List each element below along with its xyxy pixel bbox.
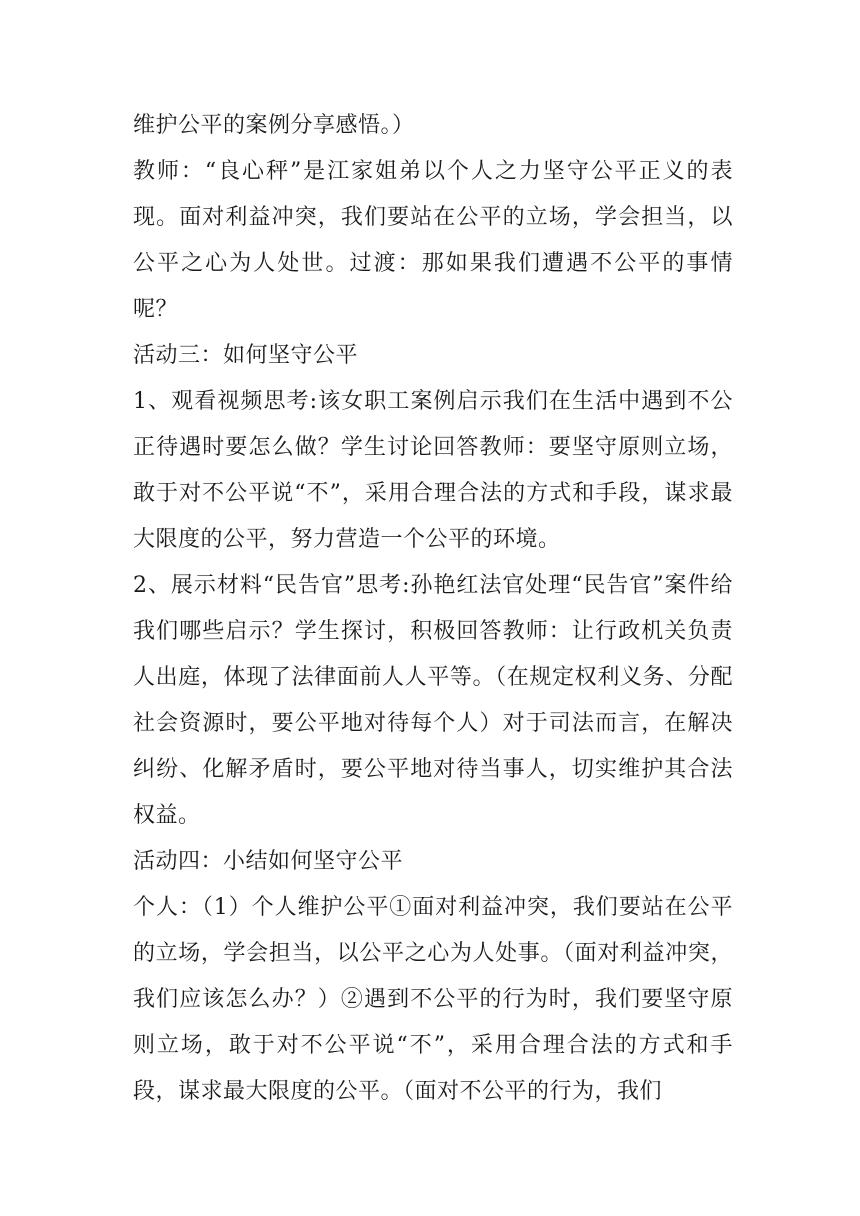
heading-activity-three: 活动三：如何坚守公平	[133, 343, 359, 368]
paragraph-video-reflection: 1、观看视频思考:该女职工案例启示我们在生活中遇到不公正待遇时要怎么做？学生讨论回答教师：要坚守原则立场，敢于对不公平说“不”，采用合理合法的方式和手段，谋求最大限度的公平，努力营造一个公平的环境。	[133, 389, 733, 552]
paragraph-case-sharing: 维护公平的案例分享感悟。）	[133, 113, 415, 138]
document-body	[133, 103, 733, 1115]
paragraph-individual-fairness: 个人：（1）个人维护公平①面对利益冲突，我们要站在公平的立场，学会担当，以公平之心为人处事。（面对利益冲突，我们应该怎么办？）②遇到不公平的行为时，我们要坚守原则立场，敢于对不公平说“不”，采用合理合法的方式和手段，谋求最大限度的公平。（面对不公平的行为，我们	[133, 895, 733, 1104]
paragraph-citizen-sues-official: 2、展示材料“民告官”思考:孙艳红法官处理“民告官”案件给我们哪些启示？学生探讨，积极回答教师：让行政机关负责人出庭，体现了法律面前人人平等。（在规定权利义务、分配社会资源时，要公平地对待每个人）对于司法而言，在解决纠纷、化解矛盾时，要公平地对待当事人，切实维护其合法权益。	[133, 573, 733, 828]
paragraph-teacher-conscience-scale: 教师：“良心秤”是江家姐弟以个人之力坚守公平正义的表现。面对利益冲突，我们要站在公平的立场，学会担当，以公平之心为人处世。过渡：那如果我们遭遇不公平的事情呢？	[133, 159, 733, 322]
heading-activity-four: 活动四：小结如何坚守公平	[133, 849, 404, 874]
